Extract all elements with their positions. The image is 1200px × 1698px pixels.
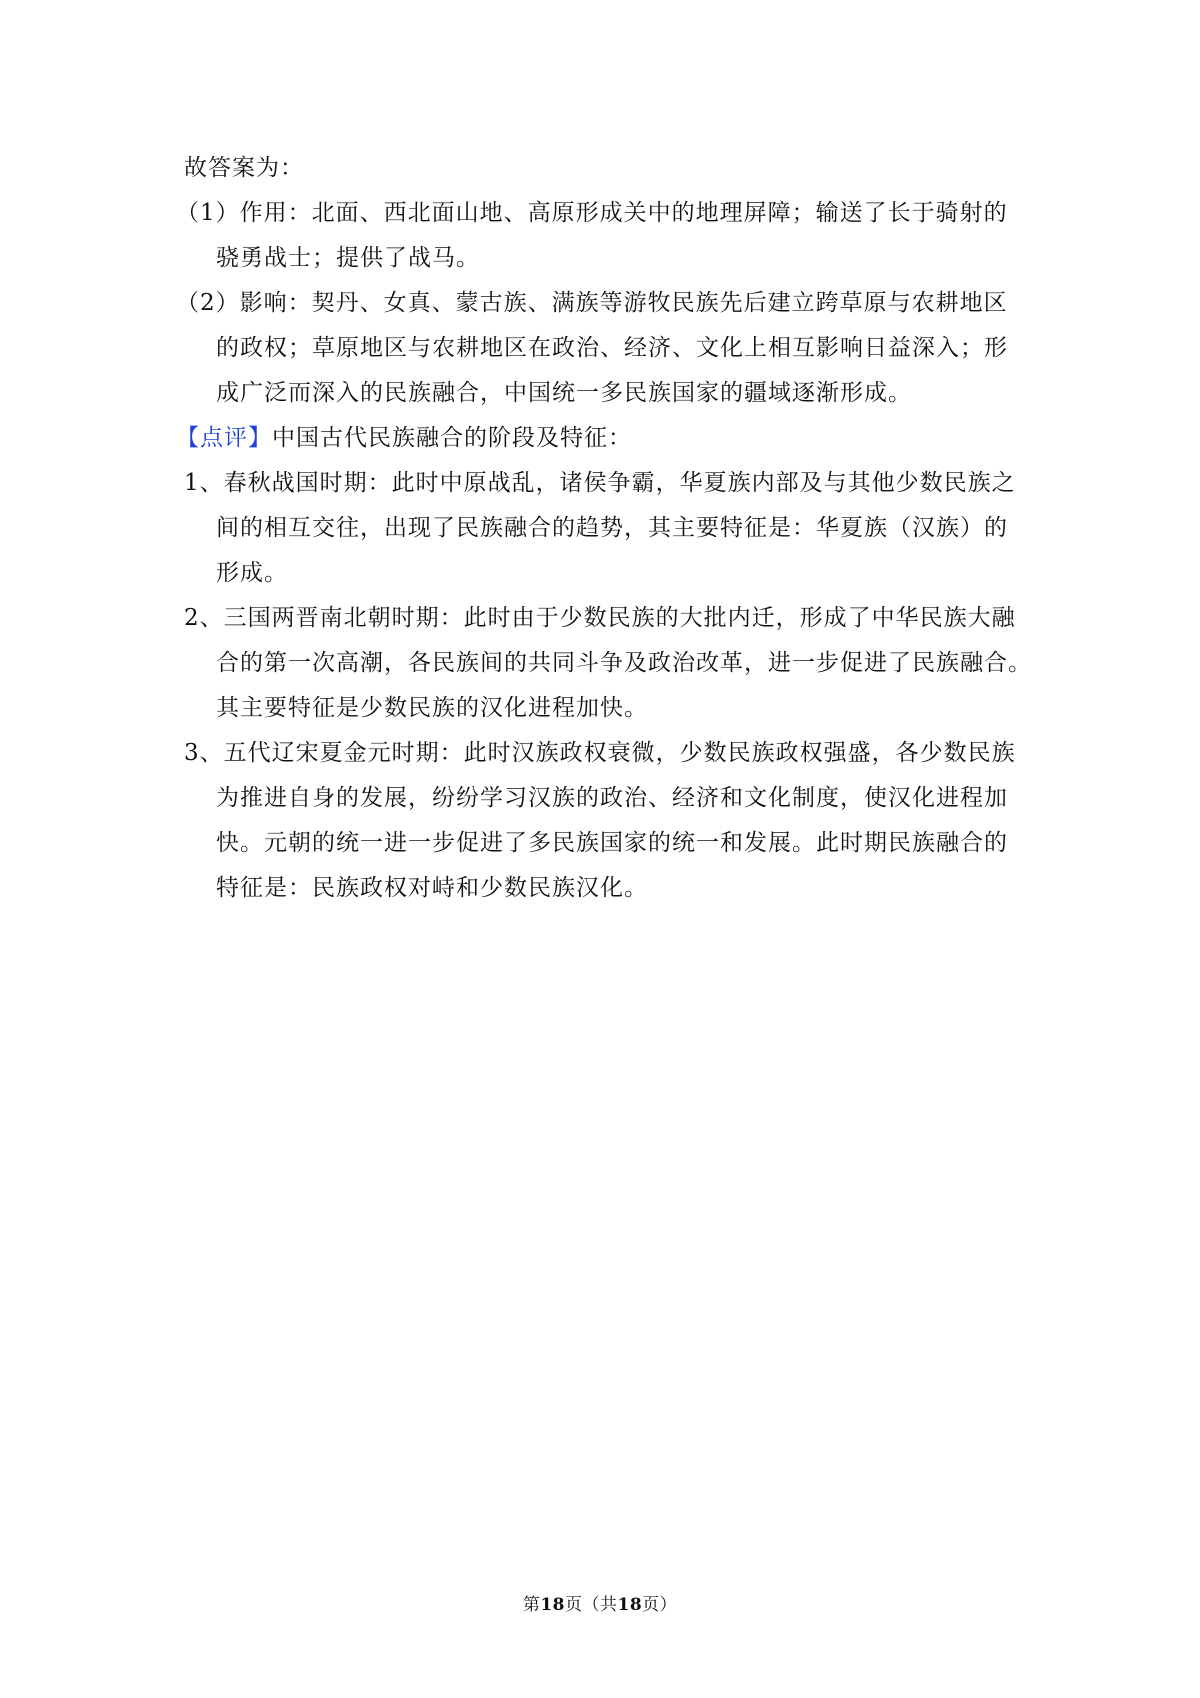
- footer-total-pages: 18: [617, 1595, 643, 1615]
- answer-1-line-2: 骁勇战士；提供了战马。: [216, 245, 480, 271]
- answer-2-line-3: 成广泛而深入的民族融合，中国统一多民族国家的疆域逐渐形成。: [216, 380, 912, 406]
- page-footer: [0, 1590, 1200, 1615]
- stage-3-line-4: 特征是：民族政权对峙和少数民族汉化。: [216, 875, 648, 901]
- stage-1-line-3: 形成。: [216, 560, 288, 586]
- footer-prefix: 第: [522, 1595, 541, 1615]
- answer-2-line-1: （2）影响：契丹、女真、蒙古族、满族等游牧民族先后建立跨草原与农耕地区: [176, 290, 1008, 316]
- comment-text: 中国古代民族融合的阶段及特征：: [272, 425, 632, 451]
- stage-2-line-3: 其主要特征是少数民族的汉化进程加快。: [216, 695, 648, 721]
- footer-current-page: 18: [540, 1595, 565, 1615]
- stage-item-3: [184, 731, 1024, 911]
- stage-3-line-3: 快。元朝的统一进一步促进了多民族国家的统一和发展。此时期民族融合的: [216, 830, 1008, 856]
- answer-1-line-1: （1）作用：北面、西北面山地、高原形成关中的地理屏障；输送了长于骑射的: [176, 200, 1008, 226]
- stage-3-line-2: 为推进自身的发展，纷纷学习汉族的政治、经济和文化制度，使汉化进程加: [216, 785, 1008, 811]
- answer-item-1: [176, 191, 1024, 281]
- answer-item-2: [176, 281, 1024, 416]
- comment-heading: [176, 416, 1024, 461]
- comment-label: 【点评】: [176, 425, 272, 451]
- stage-3-line-1: 3、五代辽宋夏金元时期：此时汉族政权衰微，少数民族政权强盛，各少数民族: [184, 740, 1016, 766]
- document-content: [176, 146, 1032, 911]
- answer-2-line-2: 的政权；草原地区与农耕地区在政治、经济、文化上相互影响日益深入；形: [216, 335, 1008, 361]
- stage-2-line-1: 2、三国两晋南北朝时期：此时由于少数民族的大批内迁，形成了中华民族大融: [184, 605, 1016, 631]
- stage-item-2: [184, 596, 1032, 731]
- stage-1-line-2: 间的相互交往，出现了民族融合的趋势，其主要特征是：华夏族（汉族）的: [216, 515, 1008, 541]
- stage-item-1: [184, 461, 1024, 596]
- stage-1-line-1: 1、春秋战国时期：此时中原战乱，诸侯争霸，华夏族内部及与其他少数民族之: [184, 470, 1016, 496]
- answer-intro: 故答案为：: [184, 155, 304, 181]
- stage-2-line-2: 合的第一次高潮，各民族间的共同斗争及政治改革，进一步促进了民族融合。: [216, 650, 1032, 676]
- footer-suffix: 页）: [642, 1595, 678, 1615]
- footer-middle: 页（共: [565, 1595, 618, 1615]
